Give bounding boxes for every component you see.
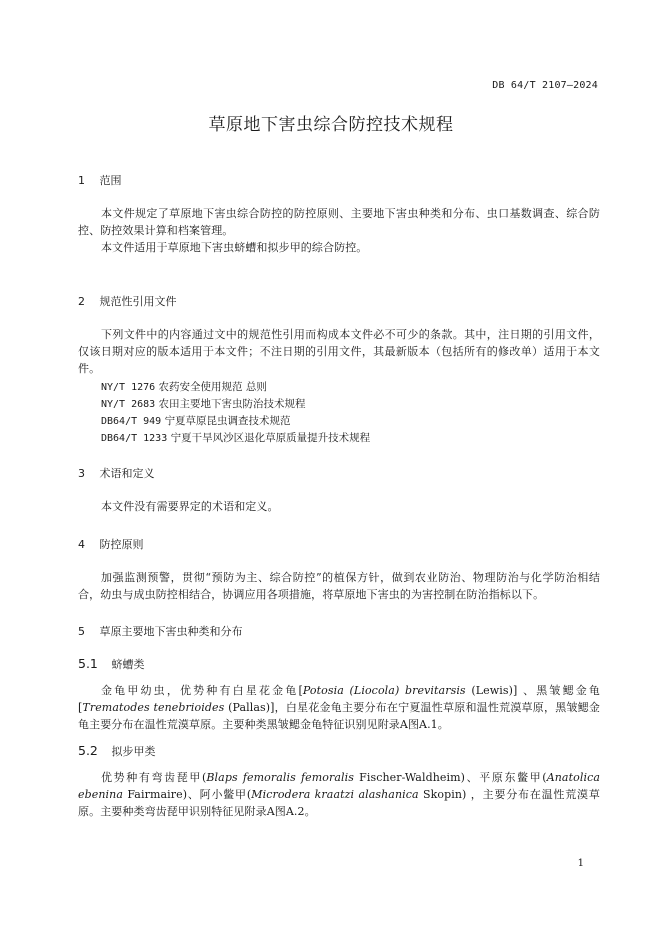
subsection-number: 5.2	[78, 743, 98, 758]
section-3-heading	[78, 465, 155, 481]
reference-name: 农药安全使用规范 总则	[158, 381, 267, 393]
paragraph	[78, 682, 600, 733]
text-run: 优势种有弯齿琵甲(	[101, 771, 207, 784]
section-1-heading	[78, 172, 122, 188]
page-number: 1	[577, 858, 584, 869]
section-number: 5	[78, 625, 85, 638]
reference-item	[101, 430, 370, 445]
reference-code: NY/T 2683	[101, 399, 156, 410]
section-number: 2	[78, 295, 85, 308]
subsection-title: 蛴螬类	[111, 658, 145, 671]
reference-code: NY/T 1276	[101, 382, 156, 393]
text-run: Fairmaire)、阿小鳖甲(	[123, 788, 252, 801]
paragraph: 本文件规定了草原地下害虫综合防控的防控原则、主要地下害虫种类和分布、虫口基数调查、综合防控、防控效果计算和档案管理。	[78, 207, 600, 237]
paragraph: 下列文件中的内容通过文中的规范性引用而构成本文件必不可少的条款。其中，注日期的引用文件，仅该日期对应的版本适用于本文件；不注日期的引用文件，其最新版本（包括所有的修改单）适用于本文件。	[78, 328, 600, 375]
subsection-number: 5.1	[78, 656, 98, 671]
paragraph: 本文件适用于草原地下害虫蛴螬和拟步甲的综合防控。	[101, 241, 368, 254]
reference-name: 农田主要地下害虫防治技术规程	[158, 398, 306, 410]
reference-code: DB64/T 949	[101, 416, 162, 427]
subsection-5-2-heading	[78, 743, 156, 759]
species-name: Blaps femoralis femoralis	[206, 771, 355, 784]
reference-name: 宁夏干旱风沙区退化草原质量提升技术规程	[170, 432, 371, 444]
section-title: 规范性引用文件	[99, 295, 177, 308]
reference-name: 宁夏草原昆虫调查技术规范	[164, 415, 291, 427]
section-title: 术语和定义	[99, 467, 155, 480]
reference-item	[101, 413, 291, 428]
species-name: Anatolica ebenina	[78, 771, 600, 801]
subsection-5-1-heading	[78, 656, 145, 672]
paragraph: 加强监测预警，贯彻“预防为主、综合防控”的植保方针，做到农业防治、物理防治与化学防治相结合，幼虫与成虫防控相结合，协调应用各项措施，将草原地下害虫的为害控制在防治指标以下。	[78, 571, 600, 601]
text-run: 金龟甲幼虫，优势种有白星花金龟[	[101, 684, 303, 697]
section-4-heading	[78, 536, 144, 552]
section-2-heading	[78, 293, 177, 309]
document-title: 草原地下害虫综合防控技术规程	[208, 115, 454, 135]
section-title: 草原主要地下害虫种类和分布	[99, 625, 243, 638]
text-run: (Pallas)]，白星花金龟主要分布在宁夏温性草原和温性荒漠草原，黑皱鳃金龟主要分布在温性荒漠草原。主要种类黑皱鳃金龟特征识别见附录A图A.1。	[78, 701, 600, 731]
paragraph	[78, 769, 600, 820]
species-name: Microdera kraatzi alashanica	[251, 788, 419, 801]
reference-code: DB64/T 1233	[101, 433, 168, 444]
text-run: (Lewis)] 、黑皱鳃金龟[	[78, 684, 600, 714]
reference-item	[101, 396, 306, 411]
text-run: Skopin) ，主要分布在温性荒漠草原。主要种类弯齿琵甲识别特征见附录A图A.2。	[78, 788, 600, 818]
text-run: Fischer-Waldheim)、平原东鳖甲(	[354, 771, 547, 784]
species-name: Trematodes tenebrioides	[82, 701, 225, 714]
section-number: 1	[78, 174, 85, 187]
standard-code: DB 64/T 2107—2024	[492, 80, 598, 91]
subsection-title: 拟步甲类	[111, 745, 156, 758]
paragraph: 本文件没有需要界定的术语和定义。	[101, 500, 279, 513]
section-number: 3	[78, 467, 85, 480]
section-title: 范围	[99, 174, 122, 187]
section-title: 防控原则	[99, 538, 144, 551]
species-name: Potosia (Liocola) brevitarsis	[302, 684, 466, 697]
section-number: 4	[78, 538, 85, 551]
reference-item	[101, 379, 267, 394]
section-5-heading	[78, 623, 243, 639]
